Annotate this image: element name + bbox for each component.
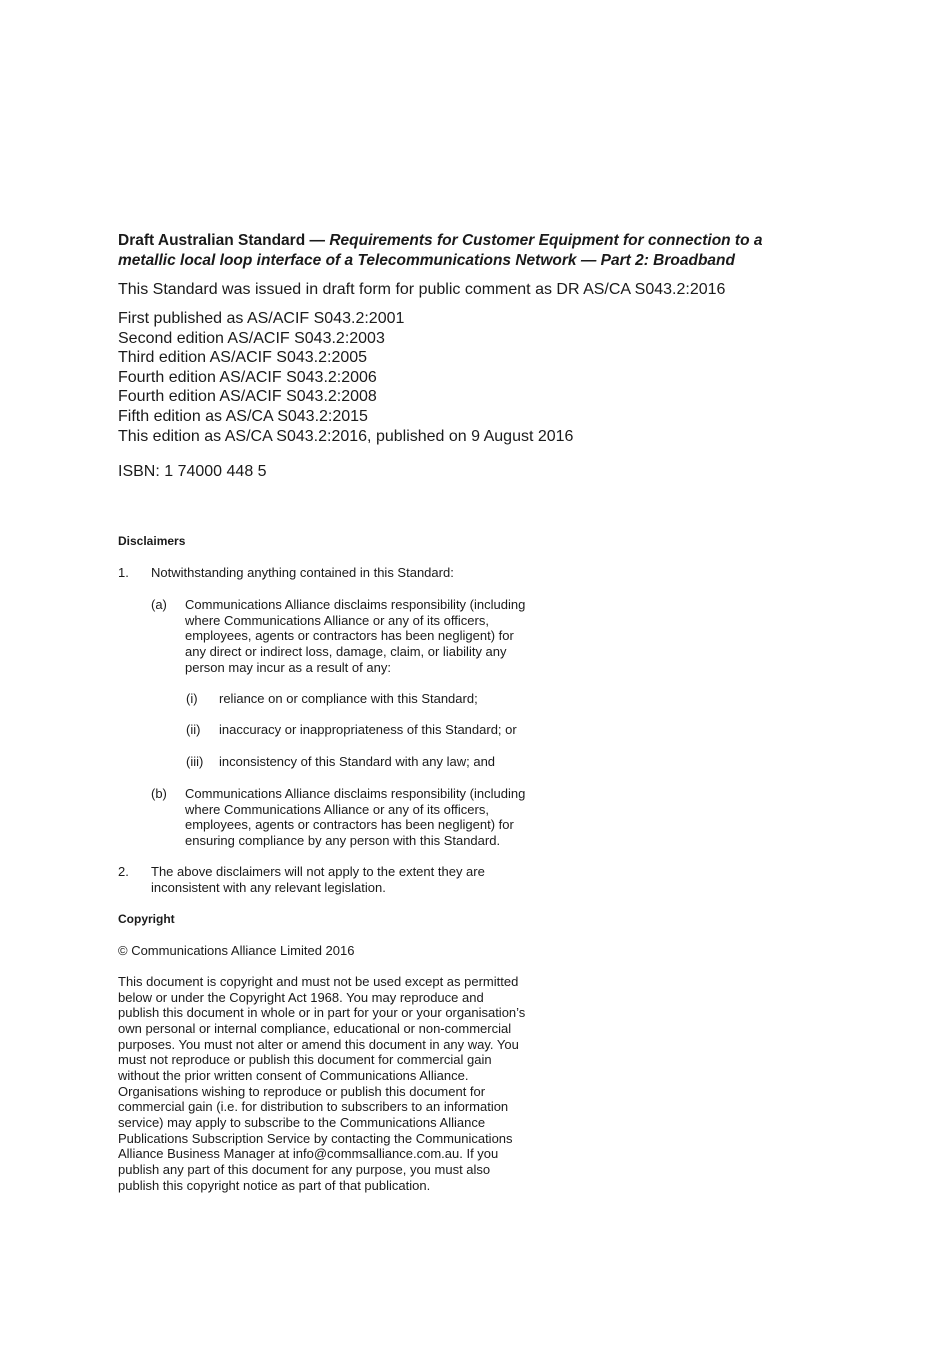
text-line: commercial gain (i.e. for distribution to subscribers to an information [118, 1099, 509, 1115]
copyright-notice: © Communications Alliance Limited 2016 [118, 943, 355, 958]
disclaimer-1b-label: (b) [151, 786, 167, 801]
edition-item: Fourth edition AS/ACIF S043.2:2008 [118, 388, 377, 406]
text-line: This document is copyright and must not be used except as permitted [118, 974, 519, 989]
edition-item: First published as AS/ACIF S043.2:2001 [118, 310, 405, 327]
text-line: service) may apply to subscribe to the Communications Alliance [118, 1114, 486, 1130]
text-line: publish this copyright notice as part of that publication. [118, 1177, 431, 1193]
edition-item: Fifth edition as AS/CA S043.2:2015 [118, 407, 368, 425]
edition-item: Third edition AS/ACIF S043.2:2005 [118, 349, 368, 367]
text-line: The above disclaimers will not apply to the extent they are [151, 864, 485, 879]
disclaimer-1a-ii-label: (ii) [186, 722, 201, 737]
disclaimer-1-number: 1. [118, 565, 129, 580]
text-line: Communications Alliance disclaims responsibility (including [185, 786, 526, 801]
text-line: below or under the Copyright Act 1968. You may reproduce and [118, 989, 484, 1005]
edition-item: This edition as AS/CA S043.2:2016, published on 9 August 2016 [118, 427, 574, 445]
edition-item: Second edition AS/ACIF S043.2:2003 [118, 329, 385, 347]
issued-statement: This Standard was issued in draft form for public comment as DR AS/CA S043.2:2016 [118, 281, 726, 298]
disclaimer-1-text: Notwithstanding anything contained in this Standard: [151, 565, 454, 580]
disclaimers-heading: Disclaimers [118, 534, 186, 548]
text-line: where Communications Alliance or any of its officers, [185, 612, 489, 628]
disclaimer-1a-iii-label: (iii) [186, 754, 204, 769]
edition-history [118, 309, 573, 446]
text-line: employees, agents or contractors has been negligent) for [185, 628, 514, 644]
title-line-2: metallic local loop interface of a Telecommunications Network — Part 2: Broadband [118, 252, 735, 269]
title-italic-1: Requirements for Customer Equipment for connection to a [329, 232, 763, 249]
text-line: Organisations wishing to reproduce or publish this document for [118, 1083, 486, 1099]
edition-item: Fourth edition AS/ACIF S043.2:2006 [118, 368, 377, 386]
disclaimer-1a-ii-text: inaccuracy or inappropriateness of this Standard; or [219, 722, 517, 737]
disclaimer-2-text [151, 864, 485, 895]
disclaimer-1a-i-label: (i) [186, 691, 198, 706]
disclaimer-1a-i-text: reliance on or compliance with this Standard; [219, 691, 478, 706]
text-line: publish this document in whole or in part for your or your organisation’s [118, 1005, 526, 1021]
text-line: without the prior written consent of Communications Alliance. [118, 1067, 469, 1083]
text-line: inconsistent with any relevant legislation. [151, 879, 386, 895]
text-line: where Communications Alliance or any of its officers, [185, 801, 489, 817]
text-line: Communications Alliance disclaims responsibility (including [185, 597, 526, 612]
copyright-body [118, 974, 558, 1193]
text-line: Alliance Business Manager at info@commsalliance.com.au. If you [118, 1146, 499, 1162]
text-line: Publications Subscription Service by contacting the Communications [118, 1130, 513, 1146]
disclaimer-1a-text [185, 597, 525, 676]
document-title [118, 231, 818, 271]
isbn: ISBN: 1 74000 448 5 [118, 463, 267, 480]
text-line: publish any part of this document for any purpose, you must also [118, 1161, 491, 1177]
disclaimer-1b-text [185, 786, 525, 849]
text-line: any direct or indirect loss, damage, claim, or liability any [185, 644, 507, 660]
title-line-1 [118, 231, 818, 251]
text-line: must not reproduce or publish this document for commercial gain [118, 1052, 492, 1068]
text-line: employees, agents or contractors has been negligent) for [185, 817, 514, 833]
disclaimer-2-number: 2. [118, 864, 129, 879]
text-line: purposes. You must not alter or amend this document in any way. You [118, 1036, 519, 1052]
title-bold: Draft Australian Standard — [118, 232, 325, 249]
copyright-heading: Copyright [118, 912, 175, 926]
text-line: own personal or internal compliance, educational or non-commercial [118, 1020, 512, 1036]
text-line: person may incur as a result of any: [185, 659, 391, 675]
text-line: ensuring compliance by any person with this Standard. [185, 833, 501, 849]
disclaimer-1a-iii-text: inconsistency of this Standard with any law; and [219, 754, 496, 769]
disclaimer-1a-label: (a) [151, 597, 167, 612]
